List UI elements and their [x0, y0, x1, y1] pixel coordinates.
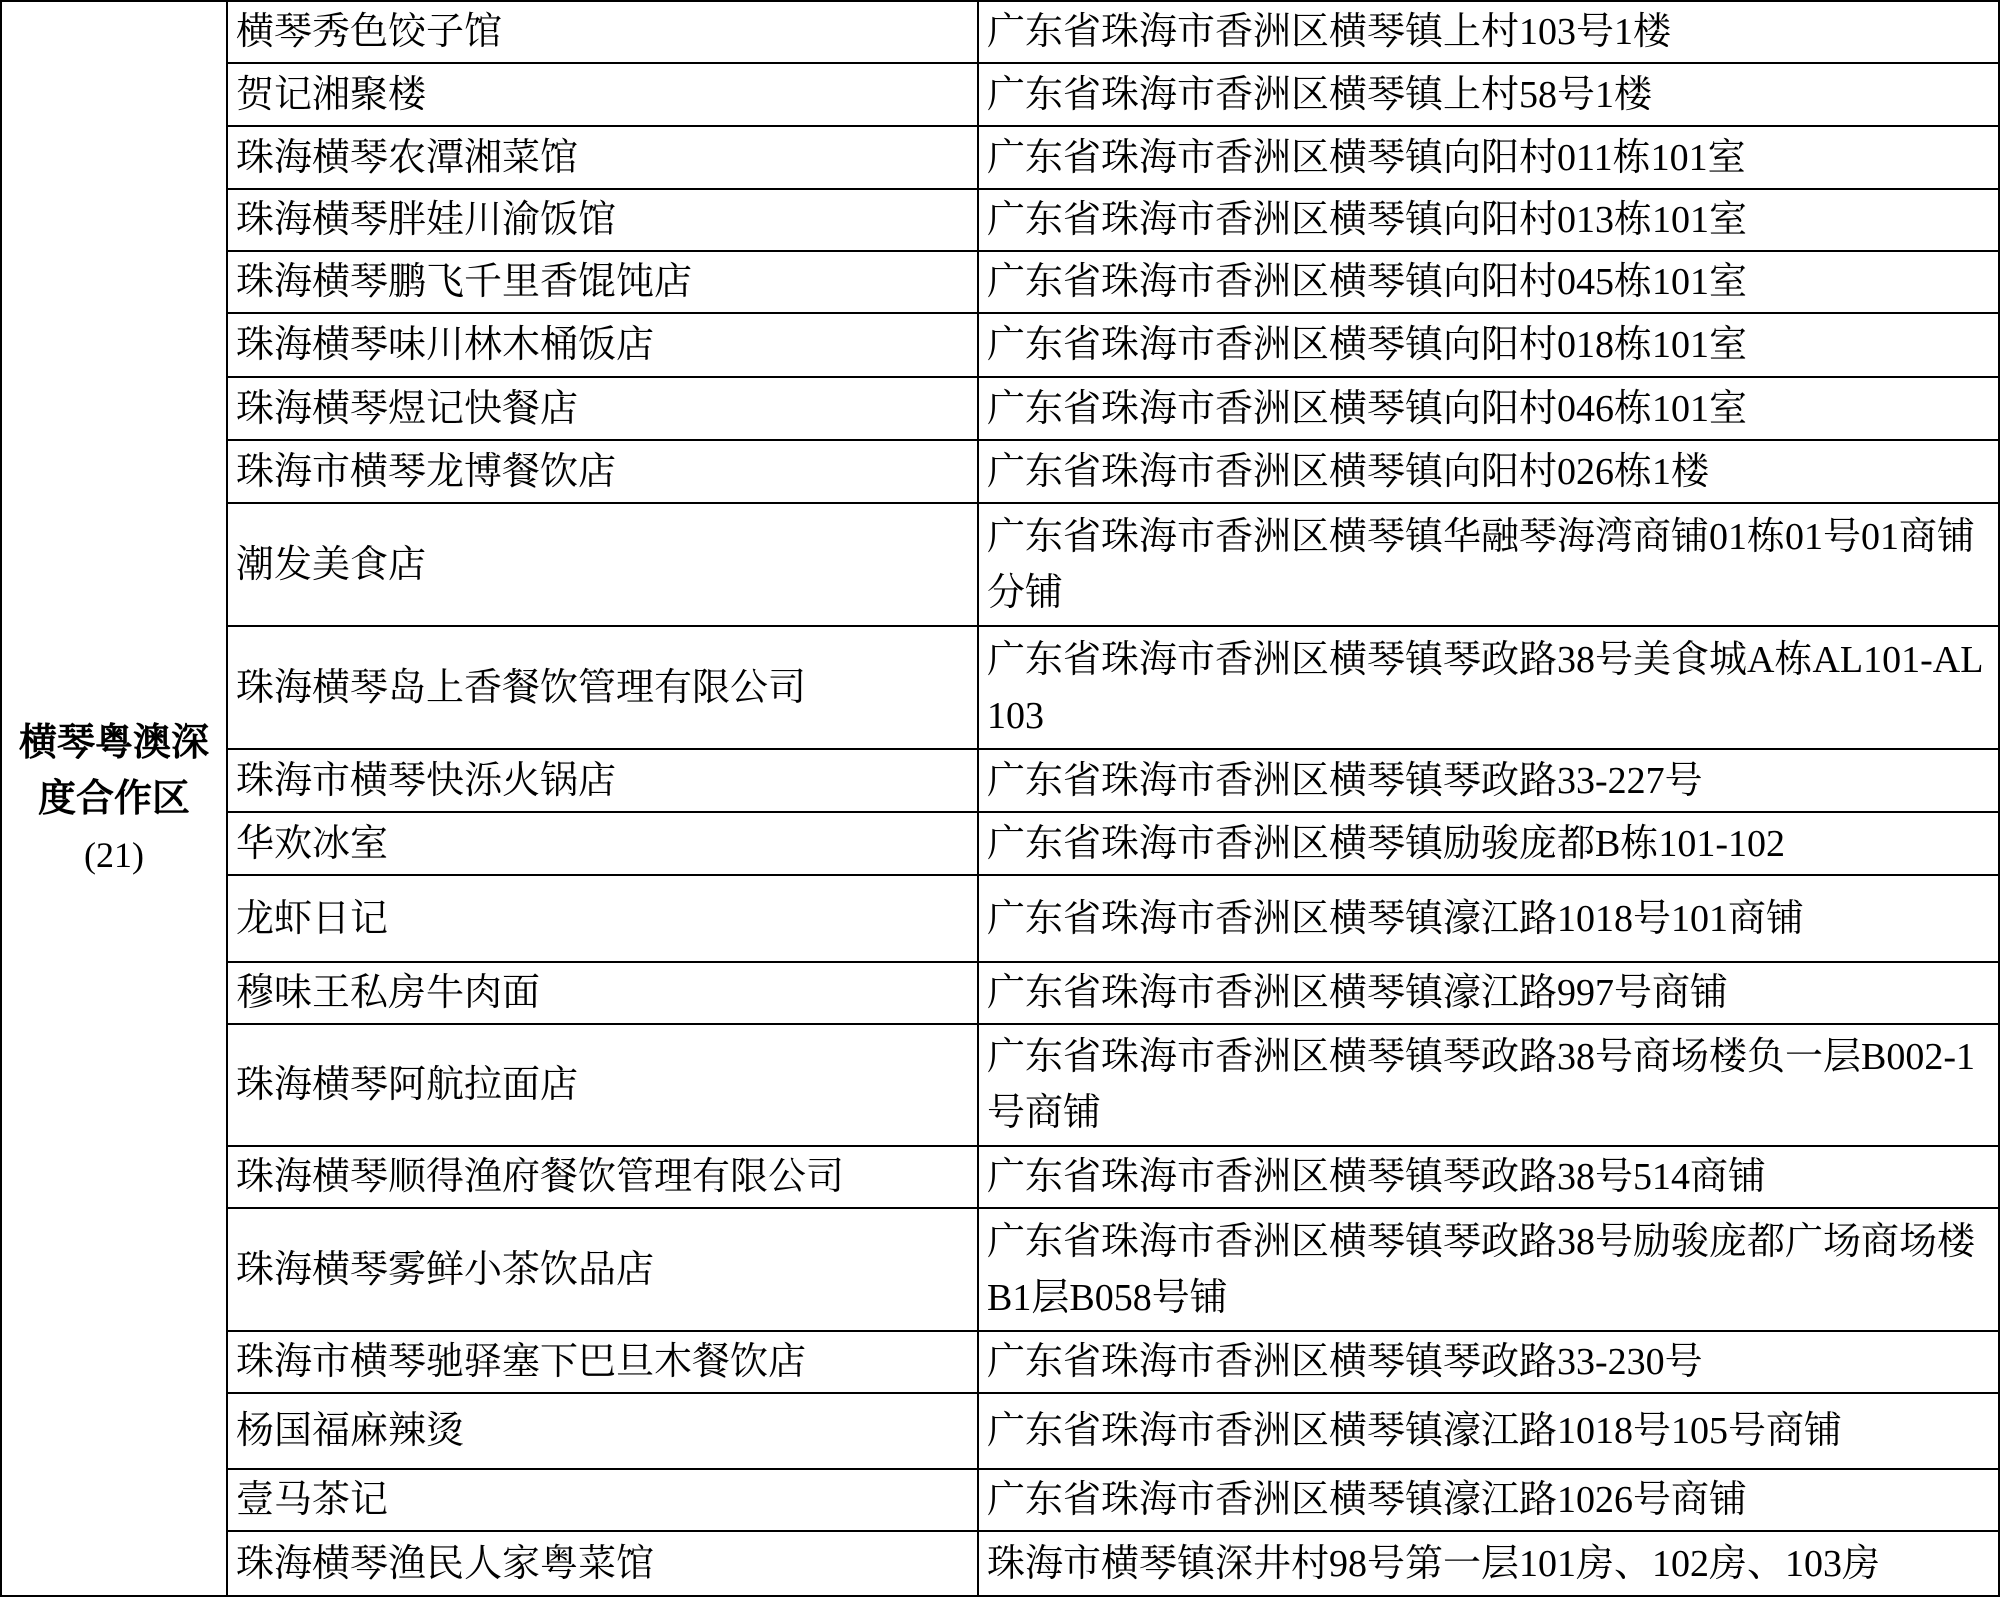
table-row: [1, 1, 1999, 63]
restaurant-name-cell: 珠海横琴胖娃川渝饭馆: [227, 189, 978, 251]
table-row: [1, 875, 1999, 962]
restaurant-name-cell: 珠海横琴味川林木桶饭店: [227, 313, 978, 377]
restaurant-table-body: [1, 1, 1999, 1596]
restaurant-address-cell: 广东省珠海市香洲区横琴镇濠江路1018号105号商铺: [978, 1393, 1999, 1469]
region-count: (21): [84, 834, 144, 875]
restaurant-name-cell: 珠海横琴鹏飞千里香馄饨店: [227, 251, 978, 313]
table-row: [1, 126, 1999, 189]
restaurant-address-cell: 广东省珠海市香洲区横琴镇励骏庞都B栋101-102: [978, 812, 1999, 875]
table-row: [1, 1469, 1999, 1531]
table-row: [1, 1024, 1999, 1146]
restaurant-address-cell: 广东省珠海市香洲区横琴镇向阳村045栋101室: [978, 251, 1999, 313]
table-row: [1, 1146, 1999, 1208]
restaurant-name-cell: 贺记湘聚楼: [227, 63, 978, 126]
restaurant-address-cell: 广东省珠海市香洲区横琴镇向阳村011栋101室: [978, 126, 1999, 189]
restaurant-name-cell: 潮发美食店: [227, 503, 978, 626]
restaurant-name-cell: 龙虾日记: [227, 875, 978, 962]
restaurant-name-cell: 珠海横琴农潭湘菜馆: [227, 126, 978, 189]
restaurant-address-cell: 广东省珠海市香洲区横琴镇琴政路38号美食城A栋AL101-AL103: [978, 626, 1999, 749]
table-row: [1, 1393, 1999, 1469]
table-row: [1, 1208, 1999, 1331]
table-row: [1, 962, 1999, 1024]
restaurant-name-cell: 珠海横琴雾鲜小茶饮品店: [227, 1208, 978, 1331]
restaurant-address-cell: 广东省珠海市香洲区横琴镇琴政路33-230号: [978, 1331, 1999, 1393]
restaurant-address-cell: 广东省珠海市香洲区横琴镇濠江路1026号商铺: [978, 1469, 1999, 1531]
restaurant-name-cell: 珠海横琴阿航拉面店: [227, 1024, 978, 1146]
restaurant-name-cell: 穆味王私房牛肉面: [227, 962, 978, 1024]
table-row: [1, 251, 1999, 313]
table-row: [1, 377, 1999, 440]
restaurant-address-cell: 广东省珠海市香洲区横琴镇向阳村018栋101室: [978, 313, 1999, 377]
restaurant-name-cell: 杨国福麻辣烫: [227, 1393, 978, 1469]
table-row: [1, 313, 1999, 377]
restaurant-address-cell: 珠海市横琴镇深井村98号第一层101房、102房、103房: [978, 1531, 1999, 1596]
restaurant-name-cell: 珠海横琴顺得渔府餐饮管理有限公司: [227, 1146, 978, 1208]
restaurant-address-cell: 广东省珠海市香洲区横琴镇濠江路997号商铺: [978, 962, 1999, 1024]
restaurant-address-cell: 广东省珠海市香洲区横琴镇上村103号1楼: [978, 1, 1999, 63]
restaurant-address-cell: 广东省珠海市香洲区横琴镇琴政路38号励骏庞都广场商场楼B1层B058号铺: [978, 1208, 1999, 1331]
restaurant-name-cell: 珠海横琴渔民人家粤菜馆: [227, 1531, 978, 1596]
table-row: [1, 749, 1999, 812]
restaurant-address-cell: 广东省珠海市香洲区横琴镇向阳村013栋101室: [978, 189, 1999, 251]
restaurant-name-cell: 珠海市横琴龙博餐饮店: [227, 440, 978, 503]
restaurant-address-cell: 广东省珠海市香洲区横琴镇向阳村046栋101室: [978, 377, 1999, 440]
restaurant-address-cell: 广东省珠海市香洲区横琴镇琴政路33-227号: [978, 749, 1999, 812]
region-name-line2: 度合作区: [37, 777, 190, 820]
restaurant-address-cell: 广东省珠海市香洲区横琴镇琴政路38号商场楼负一层B002-1号商铺: [978, 1024, 1999, 1146]
restaurant-name-cell: 珠海市横琴驰驿塞下巴旦木餐饮店: [227, 1331, 978, 1393]
table-row: [1, 1331, 1999, 1393]
restaurant-name-cell: 珠海横琴岛上香餐饮管理有限公司: [227, 626, 978, 749]
region-name-line1: 横琴粤澳深: [18, 721, 209, 764]
restaurant-name-cell: 珠海横琴煜记快餐店: [227, 377, 978, 440]
table-row: [1, 63, 1999, 126]
restaurant-name-cell: 横琴秀色饺子馆: [227, 1, 978, 63]
table-row: [1, 503, 1999, 626]
table-row: [1, 626, 1999, 749]
restaurant-address-cell: 广东省珠海市香洲区横琴镇濠江路1018号101商铺: [978, 875, 1999, 962]
restaurant-name-cell: 华欢冰室: [227, 812, 978, 875]
restaurant-address-cell: 广东省珠海市香洲区横琴镇琴政路38号514商铺: [978, 1146, 1999, 1208]
restaurant-name-cell: 壹马茶记: [227, 1469, 978, 1531]
table-row: [1, 189, 1999, 251]
region-cell: [1, 1, 227, 1596]
table-row: [1, 440, 1999, 503]
table-row: [1, 1531, 1999, 1596]
restaurant-address-cell: 广东省珠海市香洲区横琴镇华融琴海湾商铺01栋01号01商铺分铺: [978, 503, 1999, 626]
table-row: [1, 812, 1999, 875]
restaurant-name-cell: 珠海市横琴快泺火锅店: [227, 749, 978, 812]
restaurant-address-cell: 广东省珠海市香洲区横琴镇向阳村026栋1楼: [978, 440, 1999, 503]
restaurant-address-cell: 广东省珠海市香洲区横琴镇上村58号1楼: [978, 63, 1999, 126]
